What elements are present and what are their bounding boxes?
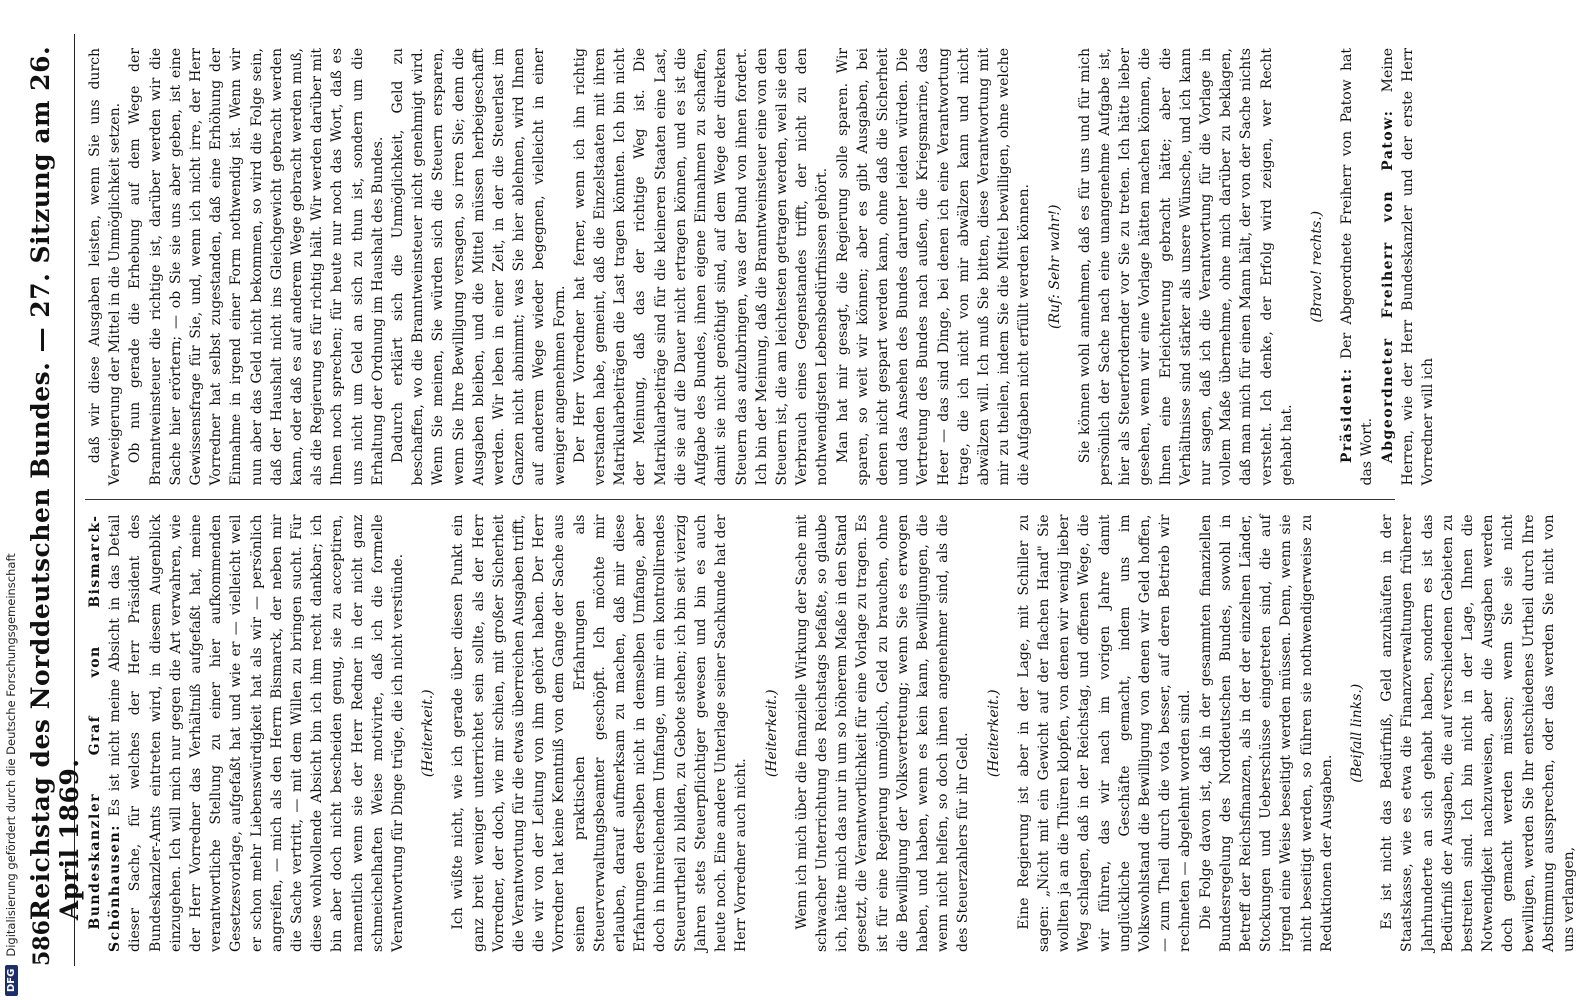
stage-direction: (Ruf: Sehr wahr!)	[1046, 204, 1063, 330]
paragraph-text: Der Abgeordnete Freiherr von Patow hat das Wort.	[1339, 48, 1376, 486]
paragraph	[1196, 515, 1337, 953]
stage-direction: (Heiterkeit.)	[985, 689, 1002, 778]
paragraph-text: Eine Regierung ist aber in der Lage, mit Schiller zu sagen: „Nicht mit ein Gewicht auf der flachen Hand" Sie wollten ja an die Thüren klopfen, von denen wir wenig lieber Weg schlagen, daß in der Reichstag, und offenen Wege, die wir führen, das wir nach im vorigen Jahre damit unglückliche Geschäfte gemacht, indem uns im Volkswohlstand die Bewilligung von denen wir Geld hoffen, — zum Theil durch die vota besser, auf deren Betrieb wir rechneten — abgelehnt worden sind.	[1015, 514, 1194, 952]
speaker-name: Präsident:	[1339, 367, 1356, 464]
paragraph	[570, 48, 833, 486]
paragraph	[792, 515, 974, 953]
text-columns	[85, 34, 1578, 966]
dfg-logo: DFG	[5, 965, 18, 996]
paragraph-text: Es ist nicht meine Absicht in das Detail dieser Sache, für welches der Herr Präsident des Bundeskanzler-Amts eintreten wird, in diesem Augenblick einzugehen. Ich will mich nur gegen die Art verwahren, wie der Herr Vorredner das Verhältniß aufgefaßt hat, meine verantwortliche Stellung zu einer hier aufkommenden Gesetzesvorlage, aufgefaßt hat und wie er — vielleicht weil er schon mehr Liebenswürdigkeit hat als wir — persönlich angreifen, — mich als den Herrn Bismarck, der neben mir die Sache vertritt, — mit dem Willen zu bringen sucht. Für diese wohlwollende Absicht bin ich ihm recht dankbar; ich bin aber doch nicht bescheiden genug, sie zu acceptiren, namentlich wenn sie der Herr Redner in der nicht ganz schmeichelhaften Weise motivirte, daß ich die formelle Verantwortung für Dinge trüge, die ich nicht verstünde.	[107, 514, 407, 952]
stage-direction: (Heiterkeit.)	[420, 689, 437, 778]
stage-direction: (Bravo! rechts.)	[1308, 210, 1325, 323]
paragraph-text: Ob nun gerade die Erhebung auf dem Wege der Branntweinsteuer die richtige ist, darüber werden wir die Sache hier erörtern; — ob Sie sie uns aber geben, ist eine Gewissensfrage für Sie, und, wenn ich nicht irre, der Herr Vorredner hat selbst zugestanden, daß eine Erhöhung der Einnahme in irgend einer Form nothwendig ist. Wenn wir nun aber das Geld nicht bekommen, so wird die Folge sein, daß der Haushalt nicht ins Gleichgewicht gebracht werden kann, oder daß es auf anderem Wege gebracht werden muß, als die Regierung es für richtig hält. Wir werden darüber mit Ihnen noch sprechen; für heute nur noch das Wort, daß es uns nicht um Geld an sich zu thun ist, sondern um die Erhaltung der Ordnung im Haushalt des Bundes.	[127, 48, 386, 486]
paragraph	[1075, 48, 1297, 486]
page-number: 586	[29, 920, 55, 966]
paragraph-text: Ich wüßte nicht, wie ich gerade über diesen Punkt ein ganz breit weniger unterrichtet sein sollte, als der Herr Vorredner, der doch, wie mir schien, mit großer Sicherheit die Verantwortung für die etwas überreichen Ausgaben trifft, die wir von der Leitung von ihm gehört haben. Der Herr Vorredner hat keine Kenntniß von dem Gange der Sache aus seinen praktischen Erfahrungen als Steuerverwaltungsbeamter geschöpft. Ich möchte mir erlauben, darauf aufmerksam zu machen, daß mir diese Erfahrungen derselben nicht in demselben Umfange, aber doch in hinreichendem Umfange, um mir ein kontrollirendes Steuerurtheil zu bilden, zu Gebote stehen; ich bin seit vierzig Jahren stets Steuerpflichtiger gewesen und bin es auch heute noch. Eine andere Unterlage seiner Sachkunde hat der Herr Vorredner auch nicht.	[450, 514, 750, 952]
rotated-page	[8, 0, 1578, 1000]
paragraph	[833, 48, 1035, 486]
right-column	[85, 34, 1436, 501]
paragraph-text: Wenn ich mich über die finanzielle Wirkung der Sache mit schwacher Unterrichtung des Reichstags befaßte, so glaube ich, hätte mich das nur in um so höherem Maße in den Stand gesetzt, die Verantwortlichkeit für eine Vorlage zu tragen. Es ist für eine Regierung unmöglich, Geld zu brauchen, ohne die Bewilligung der Volksvertretung; wenn Sie es erwogen haben, und haben, wenn es kein kann, Bewilligungen, die wenn nicht helfen, so doch ihnen angenehmer sind, als die des Steuerzahlers für ihr Geld.	[793, 514, 972, 952]
paragraph-text: Die Folge davon ist, daß in der gesammten finanziellen Bundesregelung des Norddeutschen Bundes, sowohl in Betreff der Reichsfinanzen, als in der der einzelnen Länder, Stockungen und Ueberschüsse eingetreten sind, die auf irgend eine Weise beseitigt werden müssen. Denn, wenn sie nicht beseitigt werden, so führen sie nothwendigerweise zu Reduktionen der Ausgaben.	[1197, 514, 1335, 952]
paragraph	[388, 48, 570, 486]
paragraph	[448, 515, 751, 953]
running-title: Reichstag des Norddeutschen Bundes. — 27. Sitzung am 26. April 1869.	[26, 45, 84, 921]
paragraph	[1337, 48, 1377, 486]
paragraph-text: Man hat mir gesagt, die Regierung solle sparen. Wir sparen, so weit wir können; aber es gibt Ausgaben, bei denen nicht gespart werden kann, ohne daß die Sicherheit und das Ansehen des Bundes darunter leiden würden. Die Vertretung des Bundes nach außen, die Kriegsmarine, das Heer — das sind Dinge, bei denen ich eine Verantwortung trage, die ich nicht von mir abwälzen kann und nicht abwälzen will. Ich muß Sie bitten, diese Verantwortung mit mir zu theilen, indem Sie die Mittel bewilligen, ohne welche die Aufgaben nicht erfüllt werden können.	[834, 48, 1033, 486]
paragraph	[1014, 515, 1196, 953]
stage-direction: (Heiterkeit.)	[763, 689, 780, 778]
paragraph-text: Es ist nicht das Bedürfniß, Geld anzuhäufen in der Staatskasse, wie es etwa die Finanzverwaltungen früherer Jahrhunderte an sich gehabt haben, sondern es ist das Bedürfniß der Ausgaben, die auf verschiedenen Gebieten zu bestreiten sind. Ich bin nicht in der Lage, Ihnen die Notwendigkeit nachzuweisen, aber die Ausgaben werden doch gemacht werden müssen; wenn Sie sie nicht bewilligen, werden Sie Ihr entschiedenes Urtheil durch Ihre Abstimmung aussprechen, oder das werden Sie nicht von uns verlangen,	[1379, 514, 1578, 952]
paragraph	[1377, 515, 1579, 953]
stage-direction: (Beifall links.)	[1348, 683, 1365, 783]
paragraph	[85, 515, 408, 953]
digitization-credit	[4, 0, 26, 1000]
credit-text: Digitalisierung gefördert durch die Deutsche Forschungsgemeinschaft	[4, 553, 18, 957]
paragraph-text: daß wir diese Ausgaben leisten, wenn Sie uns durch Verweigerung der Mittel in die Unmöglichkeit setzen.	[87, 48, 124, 486]
paragraph-text: Dadurch erklärt sich die Unmöglichkeit, Geld zu beschaffen, wo die Branntweinsteuer nicht genehmigt wird. Wenn Sie meinen, Sie würden sich die Steuern ersparen, wenn Sie Ihre Bewilligung versagen, so irren Sie; denn die Ausgaben bleiben, und die Mittel müssen herbeigeschafft werden. Wir leben in einer Zeit, in der die Steuerlast im Ganzen nicht abnimmt; was Sie hier ablehnen, wird Ihnen auf anderem Wege wieder begegnen, vielleicht in einer weniger angenehmen Form.	[390, 48, 568, 486]
speaker-name: Bundeskanzler Graf von Bismarck-Schönhausen:	[87, 514, 124, 952]
paragraph-text: Meine Herren, wie der Herr Bundeskanzler und der erste Herr Vorredner will ich	[1379, 47, 1436, 486]
paragraph-text: Der Herr Vorredner hat ferner, wenn ich ihn richtig verstanden habe, gemeint, daß die Einzelstaaten mit ihren Matrikularbeiträgen die Last tragen könnten. Ich bin nicht der Meinung, daß das der richtige Weg ist. Die Matrikularbeiträge sind für die kleineren Staaten eine Last, die sie auf die Dauer nicht ertragen können, und es ist die Aufgabe des Bundes, ihnen eigene Einnahmen zu schaffen, damit sie nicht genöthigt sind, auf dem Wege der direkten Steuern das aufzubringen, was der Bund von ihnen fordert. Ich bin der Meinung, daß die Branntweinsteuer eine von den Steuern ist, die am leichtesten getragen werden, weil sie den Verbrauch eines Gegenstandes trifft, der nicht zu den nothwendigsten Lebensbedürfnissen gehört.	[571, 48, 831, 486]
paragraph	[125, 48, 388, 486]
paragraph-text: Sie können wohl annehmen, daß es für uns und für mich persönlich der Sache nach eine unangenehme Aufgabe ist, hier als Steuerfordernder vor Sie zu treten. Ich hätte lieber gesehen, wenn wir eine Vorlage hätten machen können, die Ihnen eine Erleichterung gebracht hätte; aber die Verhältnisse sind stärker als unsere Wünsche, und ich kann nur sagen, daß ich die Verantwortung für die Vorlage in vollem Maße übernehme, ohne mich darüber zu beklagen, daß man mich für einen Mann hält, der von der Sache nichts versteht. Ich denke, der Erfolg wird zeigen, wer Recht gehabt hat.	[1076, 48, 1295, 486]
speaker-name: Abgeordneter Freiherr von Patow:	[1379, 109, 1396, 464]
paragraph	[1378, 48, 1439, 486]
paragraph	[85, 48, 125, 486]
page-header	[26, 34, 84, 966]
left-column	[85, 501, 1578, 967]
